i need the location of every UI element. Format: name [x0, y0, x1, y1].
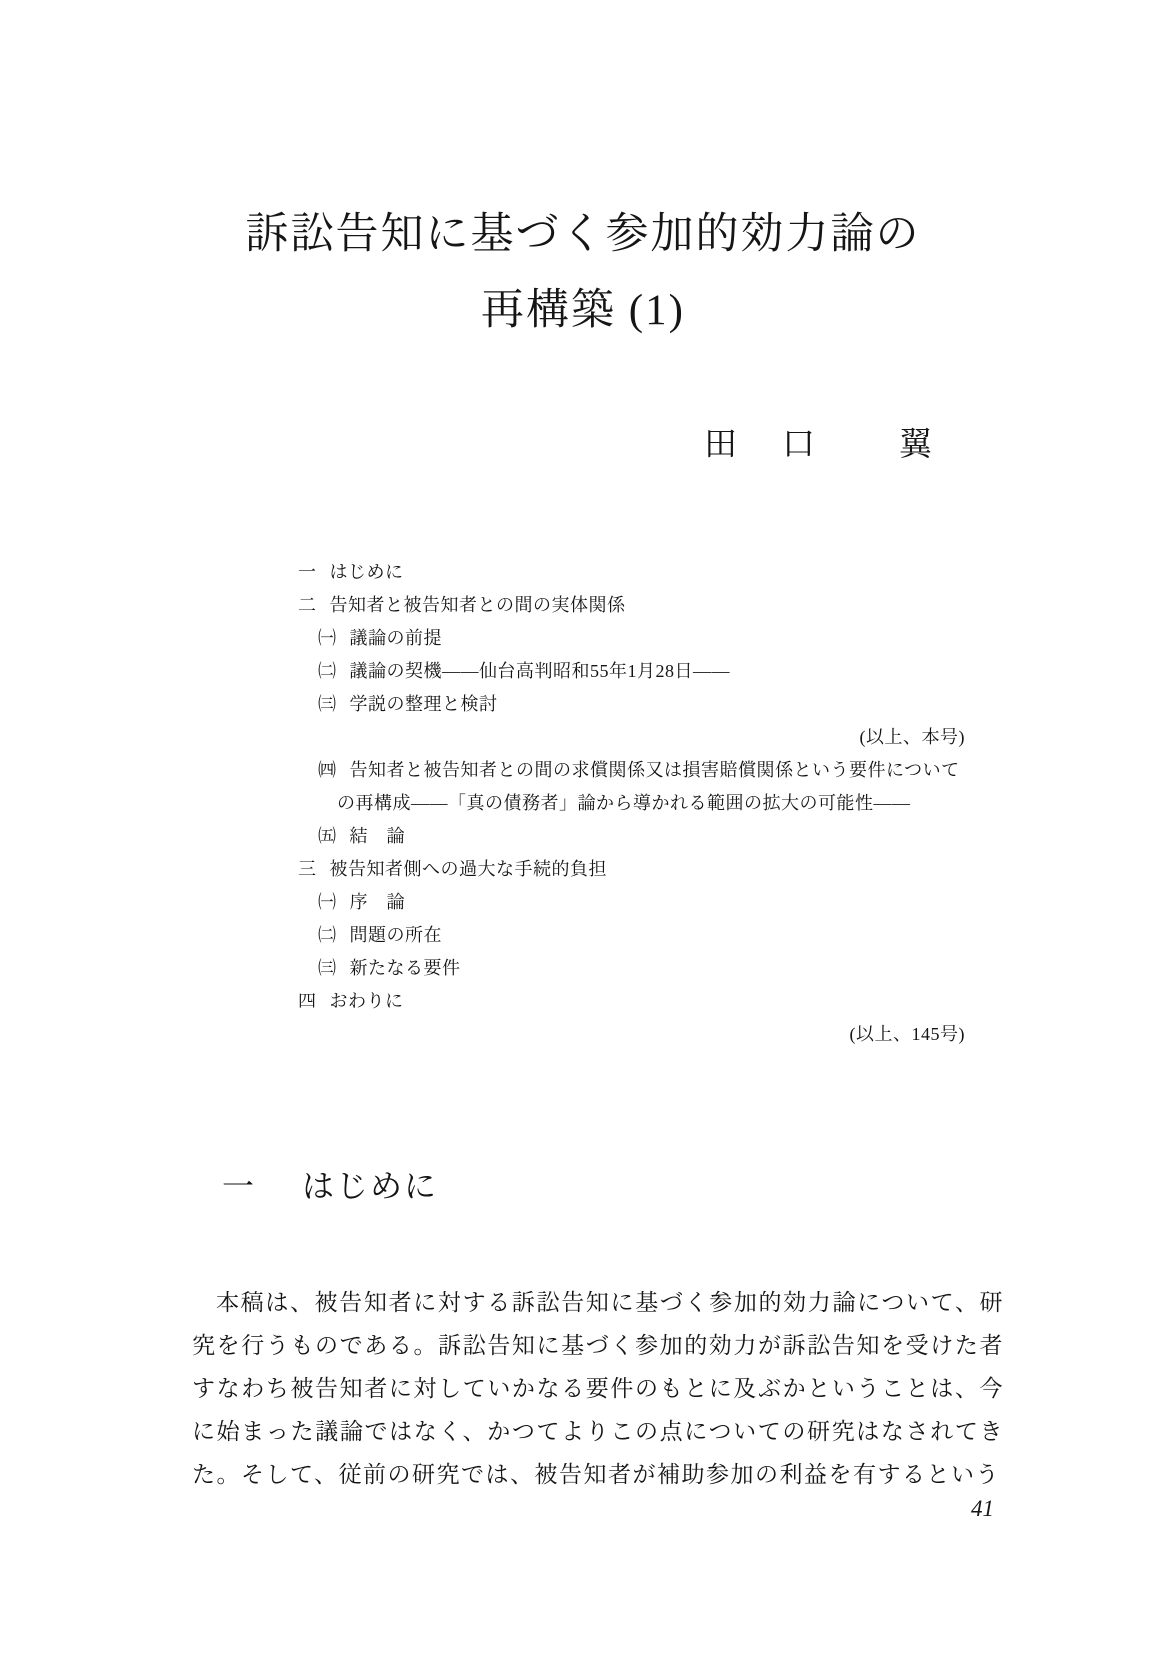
- toc-item-text: (以上、145号): [849, 1024, 965, 1044]
- toc-item-text: 被告知者側への過大な手続的負担: [329, 859, 607, 879]
- section-heading: [222, 1161, 438, 1207]
- toc-item: [298, 589, 965, 622]
- toc-item-number: 四: [298, 991, 317, 1011]
- toc-item-number: ㈠: [318, 892, 337, 912]
- author-name: 田 口 翼: [704, 427, 938, 463]
- toc-item: [298, 655, 965, 688]
- toc-item-number: ㈣: [318, 760, 337, 780]
- toc-item-text: 告知者と被告知者との間の求償関係又は損害賠償関係という要件について: [349, 760, 960, 780]
- page-number: 41: [971, 1496, 994, 1521]
- toc-item: [298, 622, 965, 655]
- toc-note: [298, 721, 965, 754]
- toc-item: [298, 985, 965, 1018]
- toc-item: [298, 754, 965, 787]
- toc-item-number: 二: [298, 595, 317, 615]
- toc-item-number: ㈢: [318, 958, 337, 978]
- toc-item-text: 問題の所在: [349, 925, 442, 945]
- section-heading-title: はじめに: [302, 1168, 439, 1204]
- toc-item: [298, 919, 965, 952]
- toc-item-number: ㈢: [318, 694, 337, 714]
- toc-note: [298, 1018, 965, 1051]
- toc-item-number: 一: [298, 562, 317, 582]
- toc-item-text: はじめに: [329, 562, 404, 582]
- toc-item: [298, 787, 965, 820]
- toc-item: [298, 556, 965, 589]
- toc-item-number: 三: [298, 859, 317, 879]
- toc-item-text: (以上、本号): [859, 727, 965, 747]
- toc-item-number: ㈡: [318, 925, 337, 945]
- article-title-line-1: 訴訟告知に基づく参加的効力論の: [245, 211, 921, 258]
- toc-item: [298, 688, 965, 721]
- toc-item-text: 結 論: [349, 826, 405, 846]
- toc-item-text: 告知者と被告知者との間の実体関係: [329, 595, 626, 615]
- toc-item-text: の再構成——「真の債務者」論から導かれる範囲の拡大の可能性——: [337, 793, 911, 813]
- article-title-line-2: 再構築 (1): [481, 287, 685, 334]
- toc-item: [298, 952, 965, 985]
- toc-item-text: おわりに: [329, 991, 404, 1011]
- toc-item-text: 議論の前提: [349, 628, 442, 648]
- body-paragraph: 本稿は、被告知者に対する訴訟告知に基づく参加的効力論について、研究を行うものである。訴訟告知に基づく参加的効力が訴訟告知を受けた者すなわち被告知者に対していかなる要件のもとに及ぶかということは、今に始まった議論ではなく、かつてよりこの点についての研究はなされてきた。そして、従前の研究では、被告知者が補助参加の利益を有するという: [192, 1290, 1004, 1487]
- toc-item-text: 序 論: [349, 892, 405, 912]
- toc-item-text: 新たなる要件: [349, 958, 461, 978]
- toc-item-text: 学説の整理と検討: [349, 694, 498, 714]
- toc-item: [298, 820, 965, 853]
- toc-item-number: ㈠: [318, 628, 337, 648]
- toc-item: [298, 853, 965, 886]
- toc-item: [298, 886, 965, 919]
- toc-list: [298, 556, 965, 1051]
- toc-item-number: ㈡: [318, 661, 337, 681]
- toc-item-text: 議論の契機——仙台高判昭和55年1月28日——: [349, 661, 730, 681]
- toc-item-number: ㈤: [318, 826, 337, 846]
- section-heading-number: 一: [222, 1168, 257, 1204]
